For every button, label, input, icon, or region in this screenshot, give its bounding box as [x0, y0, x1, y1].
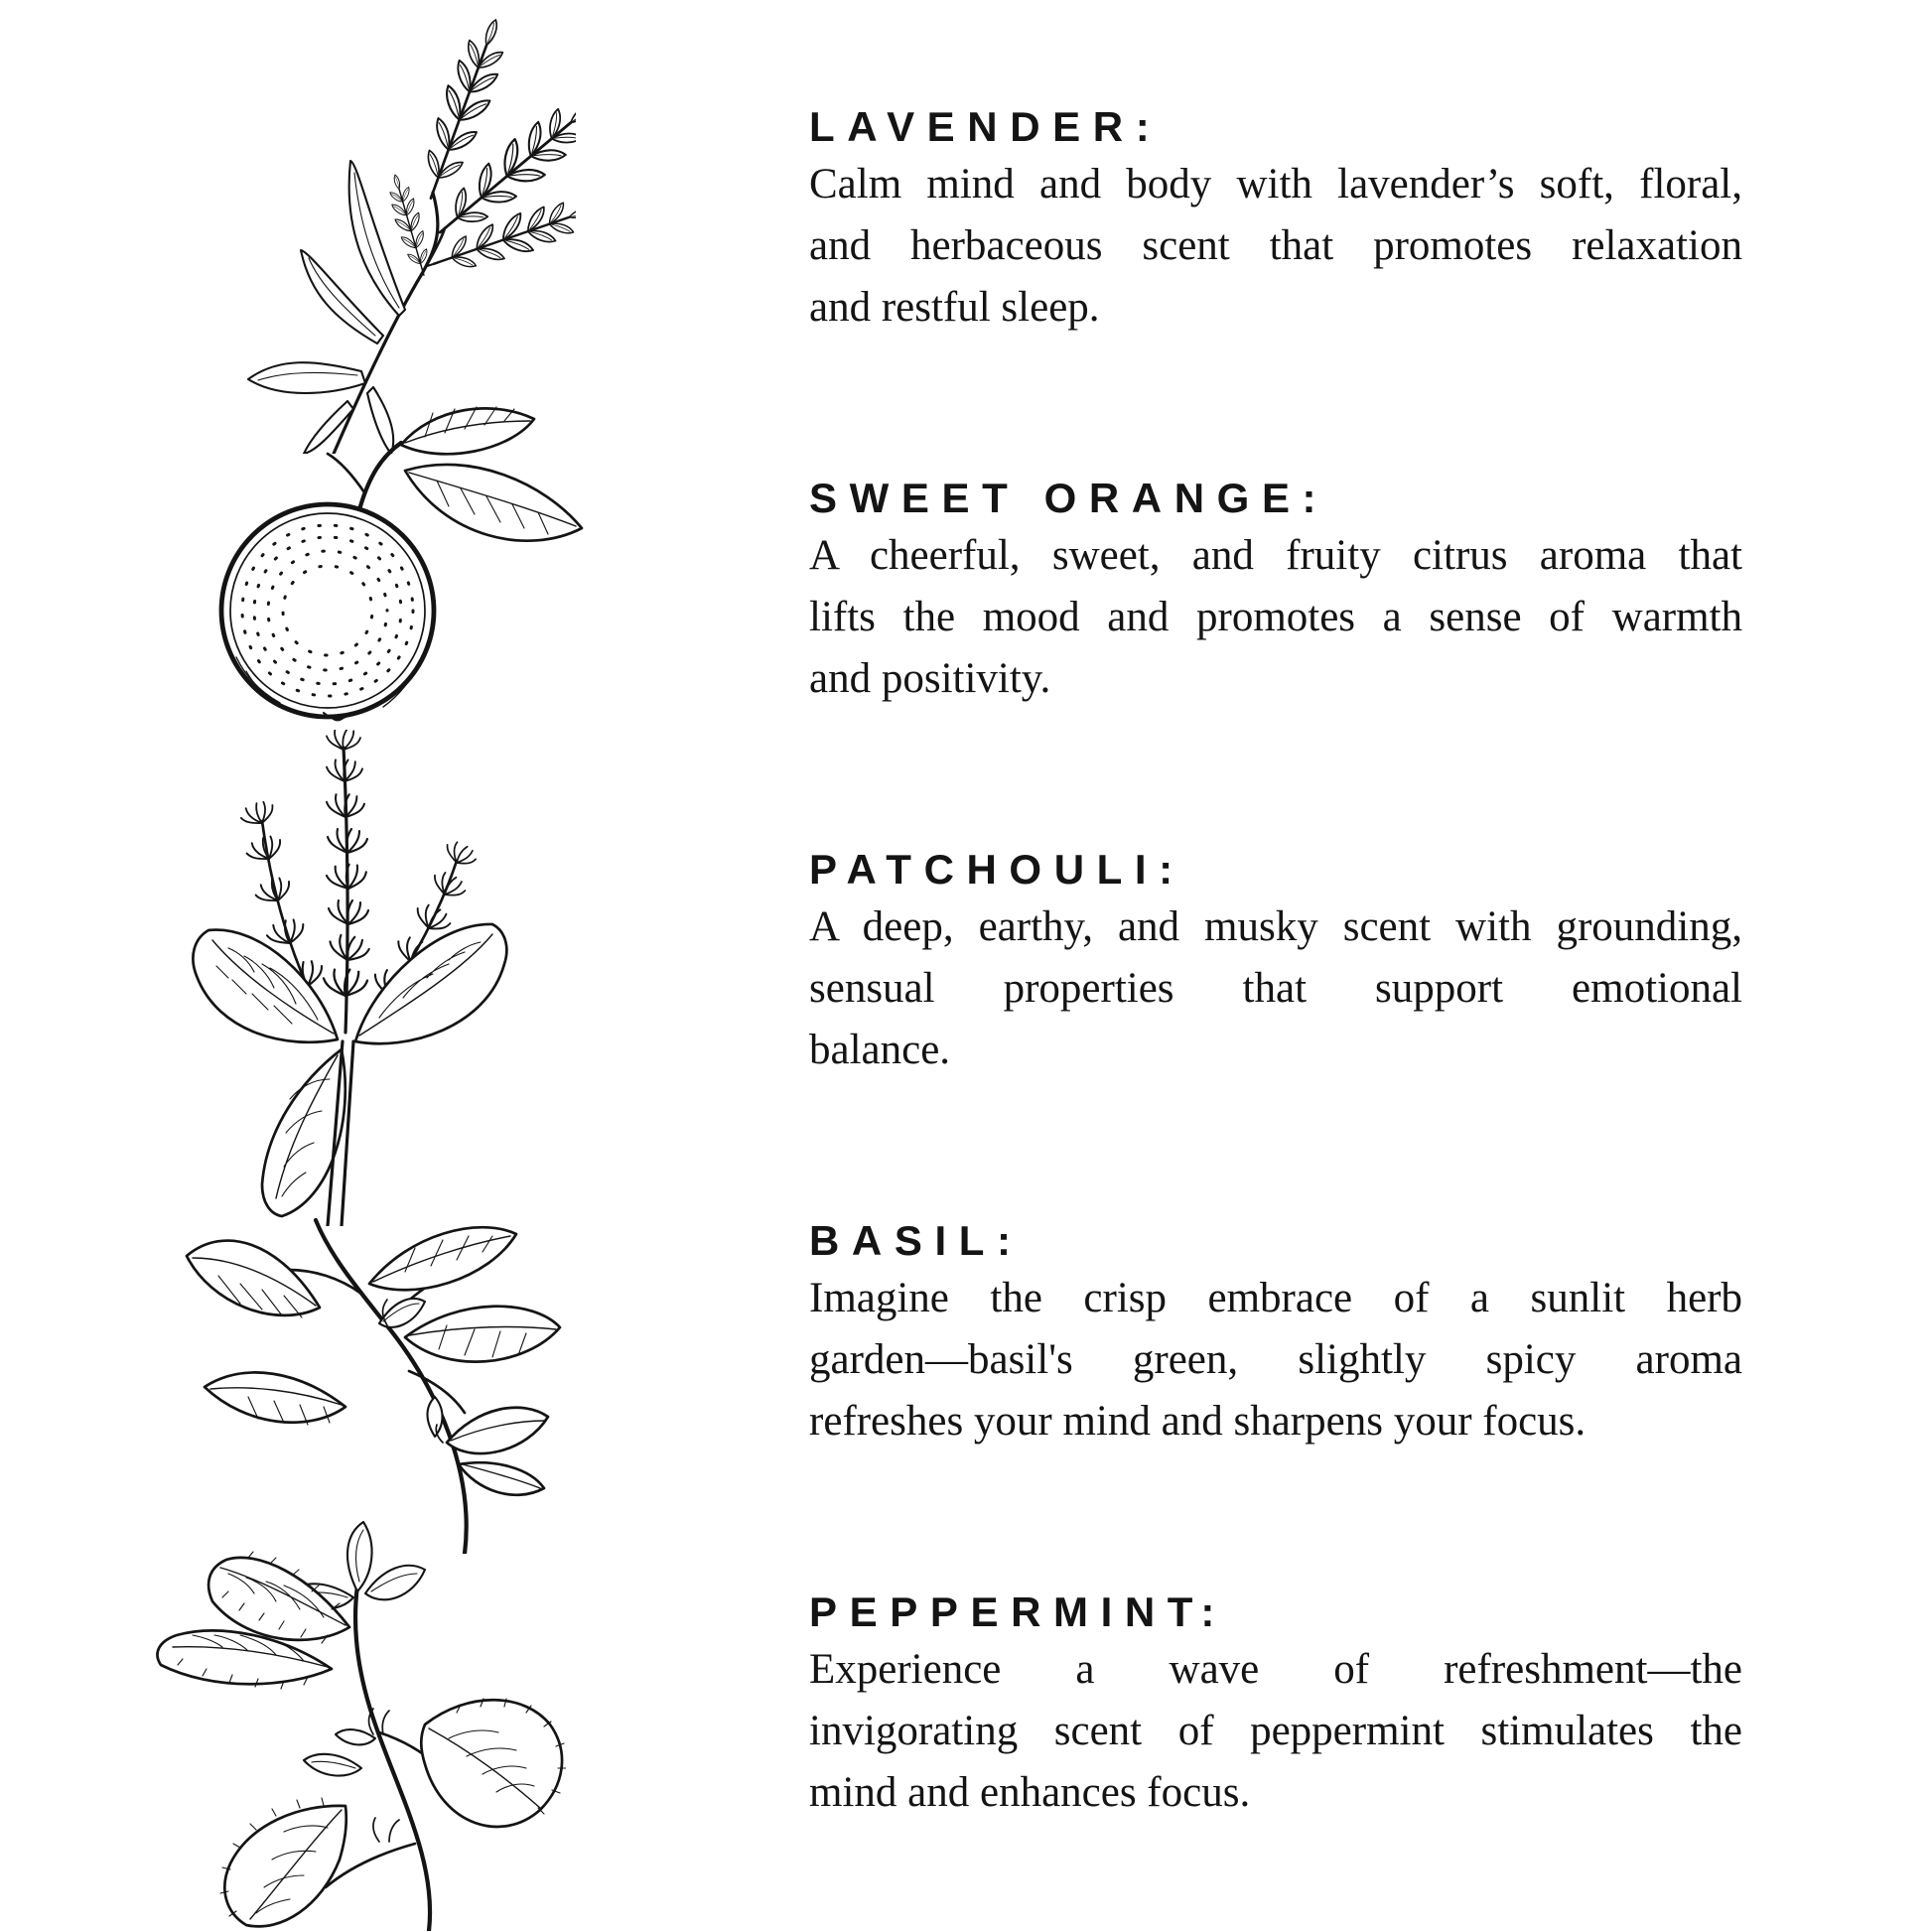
basil-description [809, 1268, 1742, 1452]
lavender-heading: LAVENDER: [809, 103, 1163, 150]
description-line: garden—basil's green, slightly spicy aroma [809, 1336, 1742, 1383]
description-line: Imagine the crisp embrace of a sunlit herb [809, 1275, 1742, 1321]
basil-botanical-illustration [149, 1176, 566, 1554]
peppermint-leaves [158, 1552, 566, 1926]
lavender-flower-spikes [379, 12, 576, 288]
peppermint-description [809, 1639, 1742, 1824]
peppermint-heading: PEPPERMINT: [809, 1588, 1227, 1635]
patchouli-description [809, 897, 1742, 1081]
description-line: sensual properties that support emotional [809, 965, 1742, 1012]
description-line: invigorating scent of peppermint stimulates the [809, 1708, 1742, 1754]
description-line: balance. [809, 1027, 951, 1073]
description-line: Calm mind and body with lavender’s soft, floral, [809, 161, 1742, 207]
description-line: and restful sleep. [809, 284, 1100, 331]
section-sweet-orange [809, 475, 1742, 710]
section-peppermint [809, 1588, 1742, 1824]
lavender-botanical-illustration [139, 12, 576, 454]
description-line: A deep, earthy, and musky scent with grounding, [809, 903, 1742, 950]
sweet-orange-description [809, 525, 1742, 710]
description-line: and positivity. [809, 655, 1051, 702]
patchouli-botanical-illustration [169, 730, 526, 1226]
description-line: lifts the mood and promotes a sense of warmth [809, 594, 1742, 640]
basil-heading: BASIL: [809, 1217, 1024, 1264]
section-patchouli [809, 846, 1742, 1081]
description-line: A cheerful, sweet, and fruity citrus aroma that [809, 532, 1742, 579]
description-line: and herbaceous scent that promotes relaxation [809, 222, 1742, 269]
sweet-orange-botanical-illustration [189, 397, 586, 745]
description-line: refreshes your mind and sharpens your focus. [809, 1398, 1587, 1445]
section-lavender [809, 103, 1742, 339]
section-basil [809, 1217, 1742, 1452]
orange-fruit [221, 504, 434, 721]
patchouli-leaves [193, 924, 506, 1216]
patchouli-heading: PATCHOULI: [809, 846, 1185, 893]
basil-leaves [187, 1227, 560, 1495]
description-line: Experience a wave of refreshment—the [809, 1646, 1742, 1693]
description-line: mind and enhances focus. [809, 1769, 1251, 1816]
sweet-orange-heading: SWEET ORANGE: [809, 475, 1329, 521]
peppermint-botanical-illustration [129, 1514, 566, 1931]
lavender-description [809, 154, 1742, 339]
